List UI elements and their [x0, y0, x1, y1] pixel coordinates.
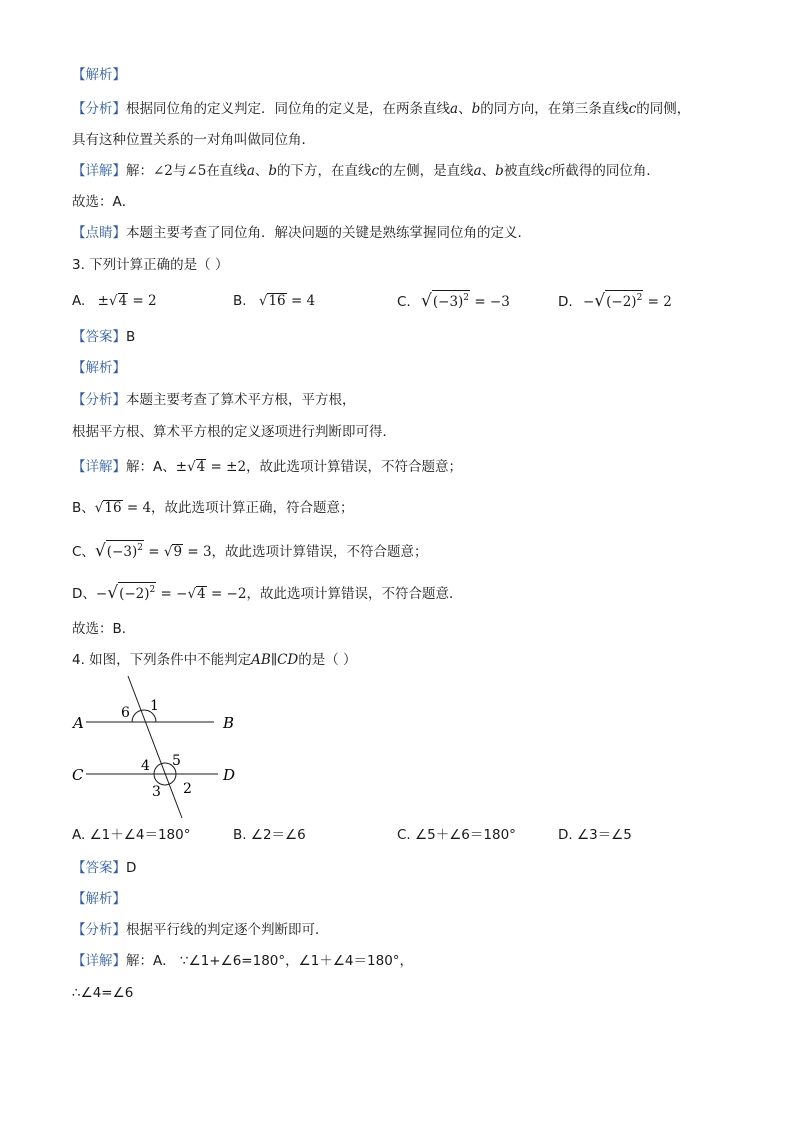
sqrt-sign: √ [187, 459, 196, 475]
option-rest: = 4 [286, 293, 316, 309]
answer-value: D [126, 860, 137, 876]
analysis-label: 【分析】 [72, 101, 126, 117]
option-label: D. [558, 294, 573, 310]
solution-text: D、 [72, 586, 96, 602]
solution-text: ，故此选项计算正确，符合题意； [151, 500, 354, 516]
q3-analysis [72, 391, 356, 409]
analysis-paragraph-cont [72, 131, 315, 149]
question-3-stem [72, 256, 228, 274]
question-text: 4. 如图，下列条件中不能判定 [72, 652, 252, 668]
separator: 、 [458, 101, 472, 117]
solution-text: 所截得的同位角． [551, 163, 660, 179]
solution-text: C、 [72, 544, 95, 560]
var-c: c [371, 163, 380, 179]
radicand [106, 540, 144, 560]
sqrt-sign: √ [94, 500, 104, 516]
sqrt-sign: √ [163, 544, 173, 560]
analysis-text: 的同侧， [636, 101, 691, 117]
q3-option-b [233, 292, 315, 310]
radicand: 4 [118, 293, 128, 309]
radicand [432, 290, 470, 310]
q3-option-c [397, 290, 510, 311]
var-c: c [628, 101, 637, 117]
radicand [605, 290, 643, 310]
base: (−3) [432, 294, 464, 310]
sqrt-sign: √ [108, 293, 118, 309]
q3-solution-a [72, 458, 462, 476]
q3-solution-c [72, 540, 428, 561]
angle-5: ∠5 [186, 163, 207, 179]
angle-label-4: 4 [141, 758, 150, 774]
var-b: b [268, 163, 278, 179]
plus-minus: ± [97, 293, 109, 309]
sqrt-sign: √ [107, 583, 119, 603]
solution-text: 解：A、 [126, 459, 176, 475]
solution-text: ，故此选项计算错误，不符合题意； [246, 459, 463, 475]
q4-option-c: C. ∠5＋∠6＝180° [397, 827, 516, 843]
equals: = [143, 544, 164, 560]
q3-analysis-cont [72, 423, 396, 441]
base: (−2) [606, 294, 637, 310]
angle-label-1: 1 [150, 698, 159, 714]
solution-text: 在直线 [206, 163, 247, 179]
parallel-symbol: ∥ [270, 652, 278, 668]
q3-answer [72, 328, 135, 346]
sqrt-sign: √ [421, 291, 432, 311]
q3-solution-d [72, 582, 462, 603]
label-c: C [72, 766, 84, 784]
base: (−2) [119, 586, 150, 602]
solution-text: 的下方，在直线 [277, 163, 372, 179]
analysis-heading [72, 66, 126, 84]
q4-solution [72, 952, 413, 970]
q3-option-d [558, 290, 672, 311]
q4-analysis [72, 921, 329, 939]
equation-rest: = −2 [206, 586, 247, 602]
comment-label: 【点睛】 [72, 225, 126, 241]
base: (−3) [106, 544, 138, 560]
q4-option-d: D. ∠3＝∠5 [558, 827, 632, 843]
parallel-lines-figure [66, 672, 246, 822]
question-text: 3. 下列计算正确的是（ ） [72, 257, 229, 273]
radicand: 4 [197, 586, 206, 602]
analysis-text: 根据平行线的判定逐个判断即可． [126, 922, 329, 938]
analysis-tag: 【解析】 [72, 891, 126, 907]
q3-choice [72, 620, 135, 638]
choice-text: 故选：B． [72, 621, 136, 637]
analysis-text: 根据同位角的定义判定．同位角的定义是，在两条直线 [126, 101, 450, 117]
solution-text: B、 [72, 500, 95, 516]
var-a: a [246, 163, 255, 179]
label-a: A [73, 714, 84, 732]
option-label: B. [233, 293, 247, 309]
option-rest: = −3 [470, 294, 510, 310]
exponent: 2 [149, 585, 156, 595]
var-b: b [471, 101, 481, 117]
analysis-tag: 【解析】 [72, 360, 126, 376]
var-c: c [544, 163, 552, 179]
q3-analysis-heading [72, 359, 126, 377]
solution-text: ，故此选项计算错误，不符合题意． [246, 586, 463, 602]
radicand [118, 582, 156, 602]
question-4-stem [72, 651, 357, 669]
solution-label: 【详解】 [72, 953, 126, 969]
solution-text: ∴∠4=∠6 [72, 985, 134, 1001]
solution-text: 解： [126, 163, 153, 179]
q4-analysis-heading [72, 890, 126, 908]
equation-rest: = ±2 [206, 459, 247, 475]
solution-text: ，故此选项计算错误，不符合题意； [211, 544, 428, 560]
solution-text: 与 [172, 163, 187, 179]
minus-sign: − [95, 586, 108, 602]
sqrt-sign: √ [187, 586, 197, 602]
angle-2: ∠2 [153, 163, 173, 179]
var-a: a [473, 163, 482, 179]
angle-label-6: 6 [121, 705, 130, 721]
option-label: A. [72, 293, 86, 309]
separator: 、 [254, 163, 269, 179]
radicand: 9 [173, 544, 183, 560]
var-b: b [495, 163, 504, 179]
comment-text: 本题主要考查了同位角．解决问题的关键是熟练掌握同位角的定义． [126, 225, 531, 241]
sqrt-sign: √ [594, 291, 606, 311]
analysis-label: 【分析】 [72, 922, 126, 938]
label-b: B [223, 714, 235, 732]
sqrt-sign: √ [94, 541, 106, 561]
equation-rest: = 4 [122, 500, 152, 516]
q3-option-a [72, 292, 157, 310]
label-d: D [223, 766, 236, 784]
equals: = − [156, 586, 188, 602]
answer-value: B [126, 329, 136, 345]
solution-label: 【详解】 [72, 163, 126, 179]
analysis-tag: 【解析】 [72, 67, 126, 83]
option-label: C. [397, 294, 411, 310]
q4-option-a: A. ∠1＋∠4＝180° [72, 827, 191, 843]
analysis-text: 具有这种位置关系的一对角叫做同位角． [72, 132, 315, 148]
solution-text: 解：A． ∵∠1+∠6=180°，∠1＋∠4＝180°， [126, 953, 414, 969]
radicand: 16 [268, 293, 286, 309]
option-rest: = 2 [643, 294, 672, 310]
plus-minus: ± [175, 459, 188, 475]
segment-ab: AB [251, 652, 271, 668]
sqrt-sign: √ [258, 293, 268, 309]
analysis-text: 的同方向，在第三条直线 [480, 101, 629, 117]
q3-solution-b [72, 499, 354, 517]
separator: 、 [481, 163, 496, 179]
angle-label-3: 3 [152, 784, 161, 800]
comment-paragraph [72, 224, 531, 242]
equation-rest: = 3 [183, 544, 212, 560]
radicand: 4 [196, 459, 206, 475]
q4-solution-cont [72, 984, 133, 1002]
segment-cd: CD [277, 652, 299, 668]
solution-text: 被直线 [503, 163, 545, 179]
var-a: a [450, 101, 459, 117]
exponent: 2 [137, 543, 143, 553]
option-rest: = 2 [128, 293, 157, 309]
solution-text: 的左侧，是直线 [379, 163, 474, 179]
exponent: 2 [636, 293, 643, 303]
exponent: 2 [463, 293, 470, 303]
choice-text: 故选：A． [72, 194, 136, 210]
radicand: 16 [104, 500, 122, 516]
angle-label-5: 5 [172, 753, 181, 769]
choice-line [72, 193, 135, 211]
minus-sign: − [582, 294, 595, 310]
answer-label: 【答案】 [72, 329, 126, 345]
question-text: 的是（ ） [298, 652, 357, 668]
solution-label: 【详解】 [72, 459, 126, 475]
analysis-paragraph [72, 100, 690, 118]
analysis-text: 根据平方根、算术平方根的定义逐项进行判断即可得． [72, 424, 396, 440]
solution-paragraph [72, 162, 660, 180]
analysis-label: 【分析】 [72, 392, 126, 408]
q4-answer [72, 859, 136, 877]
analysis-text: 本题主要考查了算术平方根，平方根， [126, 392, 356, 408]
angle-label-2: 2 [183, 781, 192, 797]
answer-label: 【答案】 [72, 860, 126, 876]
q4-option-b: B. ∠2＝∠6 [233, 827, 306, 843]
